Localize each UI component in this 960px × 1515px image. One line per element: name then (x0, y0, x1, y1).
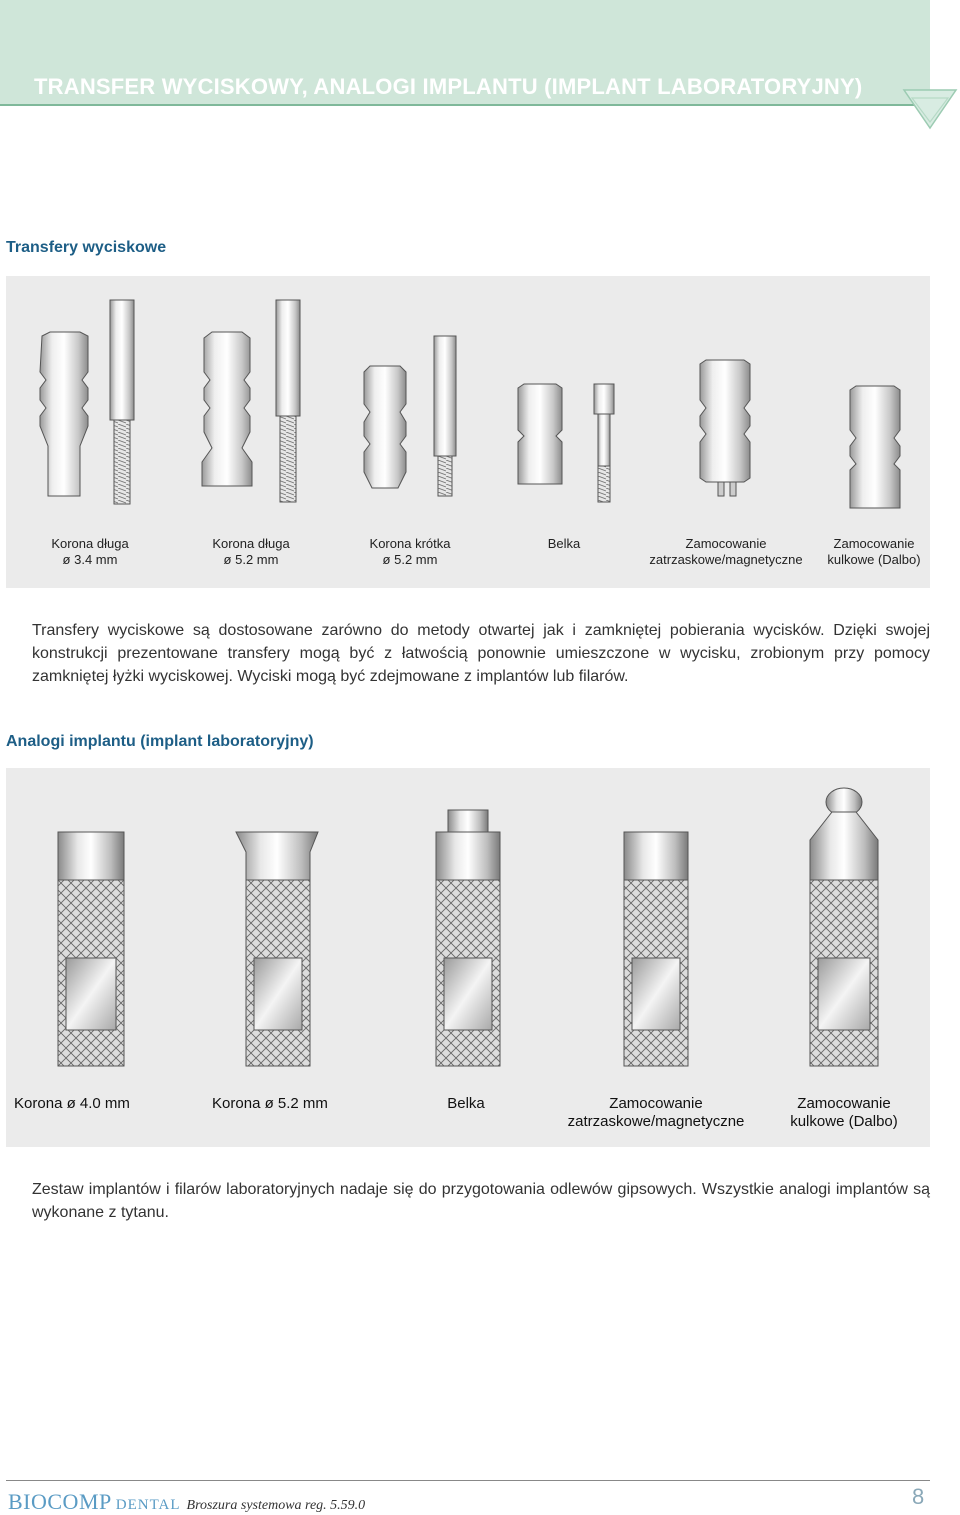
section-title-transfers: Transfery wyciskowe (6, 239, 167, 256)
transfer-short-52 (364, 336, 456, 496)
caption-transfer-2: Korona długa ø 5.2 mm (212, 536, 290, 567)
footer-divider (6, 1480, 930, 1481)
page-number: 8 (912, 1484, 925, 1509)
transfer-long-34 (40, 300, 134, 504)
caption-analog-4: Zamocowanie zatrzaskowe/magnetyczne (567, 1095, 745, 1130)
transfer-bar (518, 384, 614, 502)
transfers-description: Transfery wyciskowe są dostosowane zarówno do metody otwartej jak i zamkniętej pobierania wycisków. Dzięki swojej konstrukcji prezentowane transfery mogą być z łatwością ponownie umieszczone w wycisku, zrobionym przy pomocy zamkniętej łyżki wyciskowej. Wyciski mogą być zdejmowane z implantów lub filarów. (32, 622, 930, 685)
caption-analog-1: Korona ø 4.0 mm (14, 1095, 130, 1112)
analog-snap-magnetic (624, 832, 688, 1066)
document-id: Broszura systemowa reg. 5.59.0 (186, 1498, 366, 1513)
page-title: TRANSFER WYCISKOWY, ANALOGI IMPLANTU (IMPLANT LABORATORYJNY) (34, 74, 863, 99)
caption-transfer-1: Korona długa ø 3.4 mm (51, 536, 129, 567)
header-divider (0, 104, 930, 106)
brand-sub: DENTAL (115, 1497, 181, 1513)
transfer-long-52 (202, 300, 300, 502)
analogs-panel (6, 768, 930, 1147)
caption-transfer-6: Zamocowanie kulkowe (Dalbo) (827, 536, 921, 567)
caption-transfer-5: Zamocowanie zatrzaskowe/magnetyczne (649, 536, 803, 567)
caption-analog-2: Korona ø 5.2 mm (212, 1095, 328, 1112)
brand-logo: BIOCOMP (8, 1489, 112, 1514)
transfer-ball-dalbo (850, 386, 900, 508)
transfer-snap-magnetic (700, 360, 750, 496)
analog-ball-dalbo (810, 788, 878, 1066)
section-title-analogs: Analogi implantu (implant laboratoryjny) (6, 733, 314, 750)
chevron-down-icon (902, 84, 958, 134)
transfers-panel (6, 276, 930, 588)
analog-crown-52 (236, 832, 318, 1066)
footer-brand (8, 1489, 365, 1515)
analog-crown-40 (58, 832, 124, 1066)
caption-analog-3: Belka (447, 1095, 485, 1112)
analogs-illustration (6, 768, 930, 1147)
analog-bar (436, 810, 500, 1066)
analogs-description: Zestaw implantów i filarów laboratoryjnych nadaje się do przygotowania odlewów gipsowych. Wszystkie analogi implantów są wykonane z tytanu. (32, 1181, 930, 1221)
caption-transfer-3: Korona krótka ø 5.2 mm (369, 536, 451, 567)
caption-transfer-4: Belka (547, 536, 581, 551)
caption-analog-5: Zamocowanie kulkowe (Dalbo) (790, 1095, 898, 1130)
